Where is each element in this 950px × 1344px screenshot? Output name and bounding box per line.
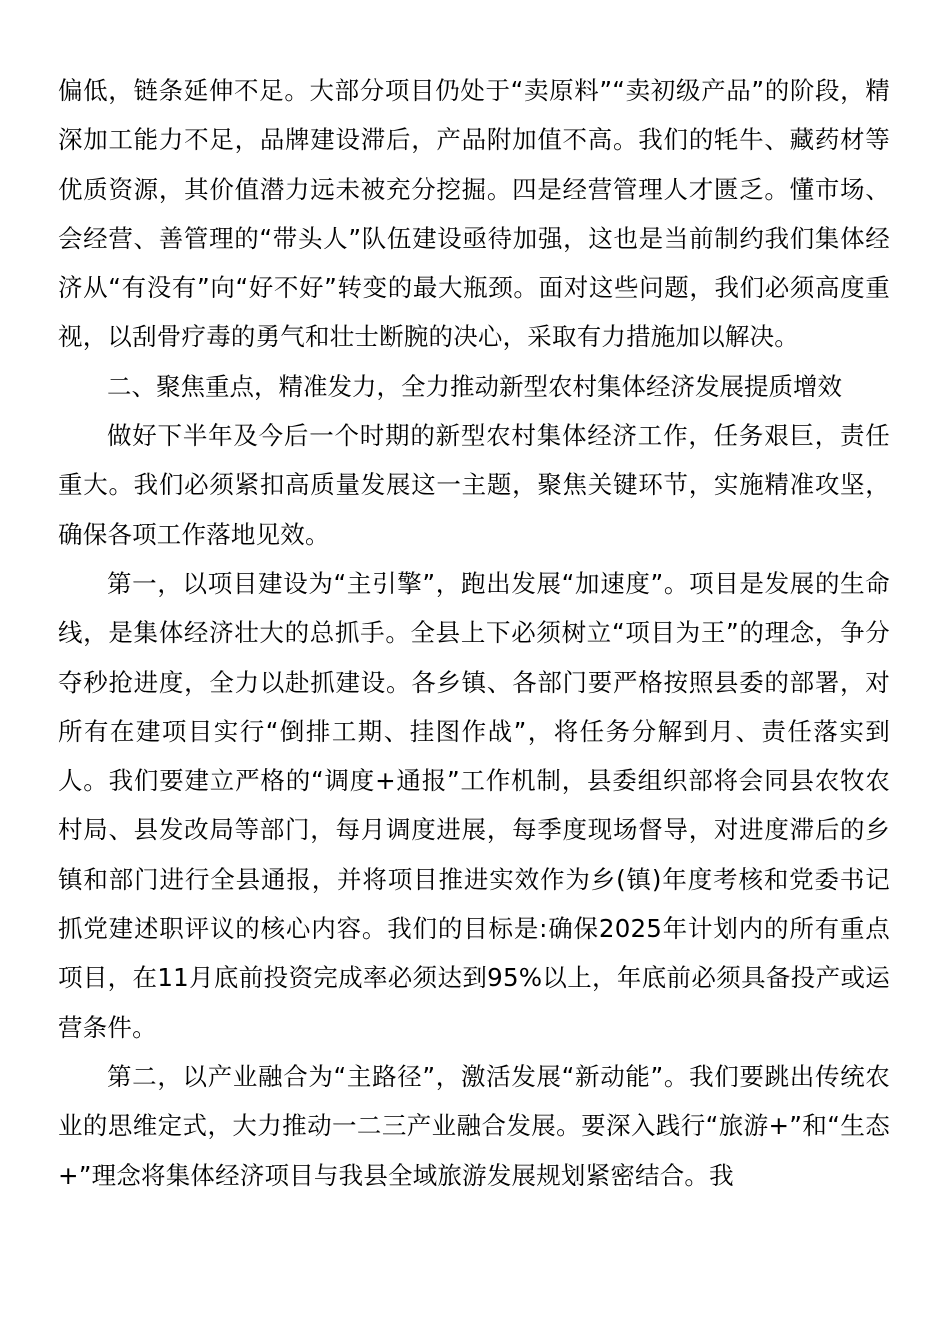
paragraph-continuation: 偏低，链条延伸不足。大部分项目仍处于“卖原料”“卖初级产品”的阶段，精深加工能力不足，品牌建设滞后，产品附加值不高。我们的牦牛、藏药材等优质资源，其价值潜力远未被充分挖掘。四是经营管理人才匮乏。懂市场、会经营、善管理的“带头人”队伍建设亟待加强，这也是当前制约我们集体经济从“有没有”向“好不好”转变的最大瓶颈。面对这些问题，我们必须高度重视，以刮骨疗毒的勇气和壮士断腕的决心，采取有力措施加以解决。: [58, 76, 890, 352]
paragraph-second-point: 第二，以产业融合为“主路径”，激活发展“新动能”。我们要跳出传统农业的思维定式，大力推动一二三产业融合发展。要深入践行“旅游+”和“生态+”理念将集体经济项目与我县全域旅游发展规划紧密结合。我: [58, 1061, 890, 1190]
paragraph-intro: 做好下半年及今后一个时期的新型农村集体经济工作，任务艰巨，责任重大。我们必须紧扣高质量发展这一主题，聚焦关键环节，实施精准攻坚，确保各项工作落地见效。: [58, 421, 890, 549]
paragraph-first-point: 第一，以项目建设为“主引擎”，跑出发展“加速度”。项目是发展的生命线，是集体经济壮大的总抓手。全县上下必须树立“项目为王”的理念，争分夺秒抢进度，全力以赴抓建设。各乡镇、各部门要严格按照县委的部署，对所有在建项目实行“倒排工期、挂图作战”，将任务分解到月、责任落实到人。我们要建立严格的“调度+通报”工作机制，县委组织部将会同县农牧农村局、县发改局等部门，每月调度进展，每季度现场督导，对进度滞后的乡镇和部门进行全县通报，并将项目推进实效作为乡(镇)年度考核和党委书记抓党建述职评议的核心内容。我们的目标是:确保2025年计划内的所有重点项目，在11月底前投资完成率必须达到95%以上，年底前必须具备投产或运营条件。: [58, 568, 890, 1042]
section-heading-2: 二、聚焦重点，精准发力，全力推动新型农村集体经济发展提质增效: [107, 371, 842, 401]
document-page: [58, 66, 890, 1200]
